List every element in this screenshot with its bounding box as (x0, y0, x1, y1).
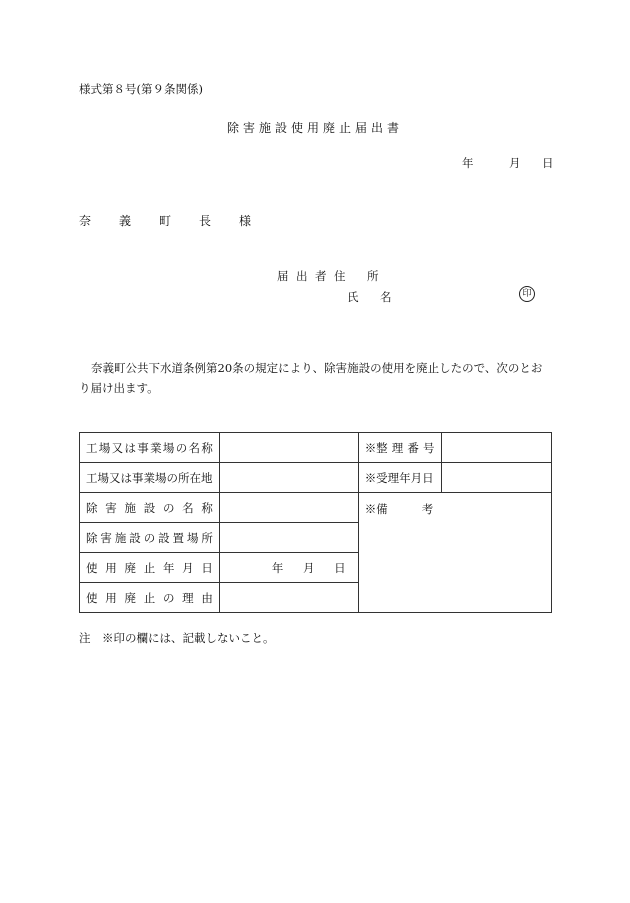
facility-location-label: 除 害 施 設 の 設 置 場 所 (80, 523, 220, 553)
date-line (462, 155, 554, 171)
remarks-cell[interactable] (358, 493, 551, 613)
discontinuation-year-label: 年 (271, 560, 284, 575)
recipient-char: 長 (199, 214, 212, 228)
address-label-char: 所 (367, 269, 379, 283)
applicant-name-label (347, 289, 392, 305)
recipient-char: 義 (119, 214, 132, 228)
receipt-date-field[interactable] (441, 463, 551, 493)
table-row (80, 493, 552, 523)
seal-mark: 印 (519, 286, 535, 302)
recipient-char: 奈 (79, 214, 92, 228)
receipt-date-label: ※受理年月日 (358, 463, 441, 493)
facility-location-field[interactable] (219, 523, 358, 553)
discontinuation-reason-field[interactable] (219, 583, 358, 613)
table-row (80, 433, 552, 463)
name-label-char: 氏 (347, 290, 359, 304)
reference-number-field[interactable] (441, 433, 551, 463)
recipient-char: 町 (159, 214, 172, 228)
applicant-address-label (277, 268, 379, 284)
address-label-char: 者 (315, 269, 327, 283)
body-text: 奈義町公共下水道条例第20条の規定により、除害施設の使用を廃止したので、次のとおり届け出ます。 (79, 361, 543, 395)
facility-name-field[interactable] (219, 493, 358, 523)
footnote: 注 ※印の欄には、記載しないこと。 (79, 631, 275, 645)
recipient-char: 様 (239, 214, 252, 228)
discontinuation-day-label: 日 (334, 560, 346, 575)
date-year-label: 年 (462, 156, 474, 170)
address-label-char: 住 (334, 269, 346, 283)
form-table (79, 432, 552, 613)
name-label-char: 名 (380, 290, 392, 304)
date-day-label: 日 (542, 156, 554, 170)
discontinuation-reason-label: 使 用 廃 止 の 理 由 (80, 583, 220, 613)
address-label-char: 出 (296, 269, 308, 283)
form-number: 様式第８号(第９条関係) (79, 82, 203, 96)
discontinuation-date-label: 使 用 廃 止 年 月 日 (80, 553, 220, 583)
discontinuation-month-label: 月 (303, 560, 315, 575)
factory-location-field[interactable] (219, 463, 358, 493)
remarks-label-1: ※備 (364, 502, 388, 516)
factory-name-label: 工 場 又 は 事 業 場 の 名 称 (80, 433, 220, 463)
recipient (79, 212, 251, 229)
facility-name-label: 除 害 施 設 の 名 称 (80, 493, 220, 523)
table-row (80, 463, 552, 493)
discontinuation-date-field[interactable] (219, 553, 358, 583)
reference-number-label: ※整 理 番 号 (358, 433, 441, 463)
date-month-label: 月 (509, 156, 521, 170)
address-label-char: 届 (277, 269, 289, 283)
document-title: 除害施設使用廃止届出書 (226, 121, 403, 135)
factory-name-field[interactable] (219, 433, 358, 463)
remarks-label-2: 考 (421, 502, 434, 516)
factory-location-label: 工場又は事業場の所在地 (80, 463, 220, 493)
